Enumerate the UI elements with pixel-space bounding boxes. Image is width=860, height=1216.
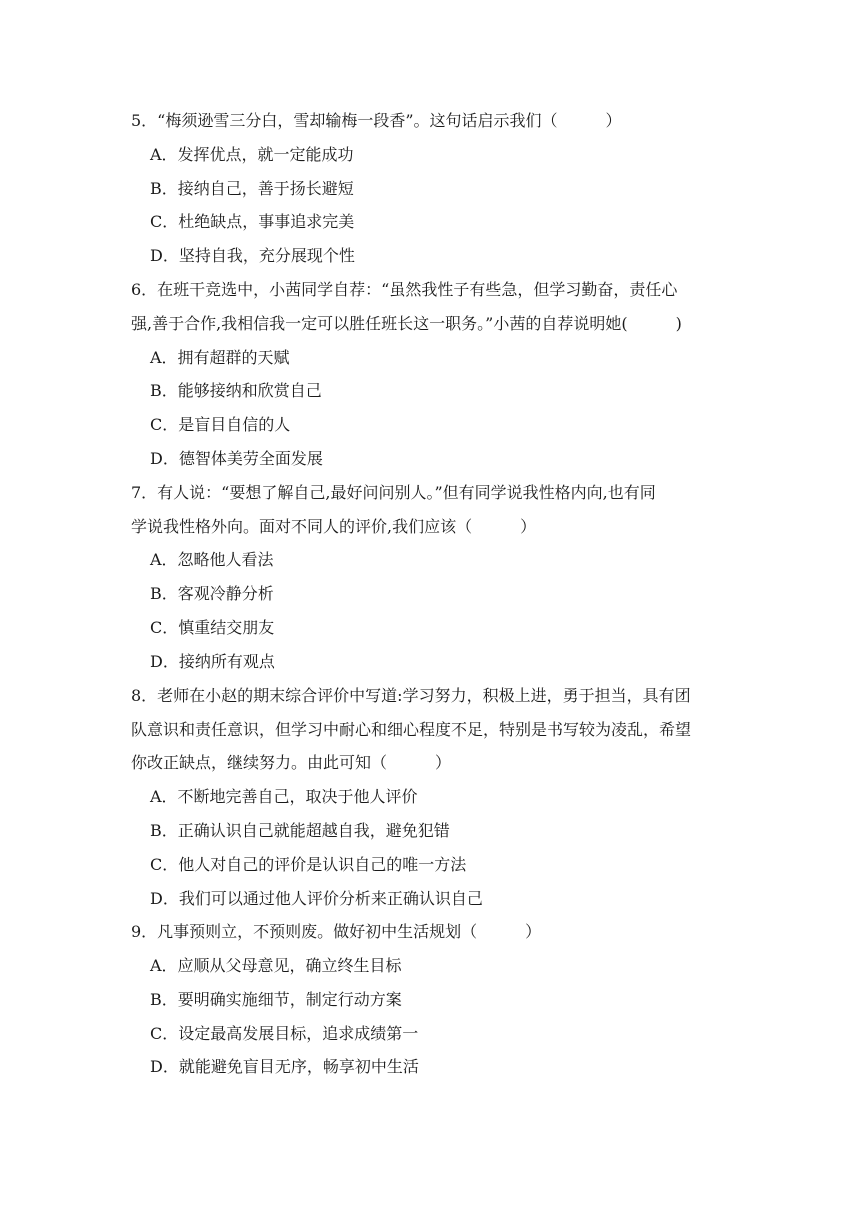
question-5-option-c: C．杜绝缺点，事事追求完美 [150,212,355,231]
question-7-option-c: C．慎重结交朋友 [150,618,275,637]
question-8 [131,679,746,780]
question-7 [131,476,746,543]
question-9-option-b: B．要明确实施细节，制定行动方案 [150,990,402,1009]
question-5-option-d: D．坚持自我，充分展现个性 [150,246,355,265]
question-8-option-c: C．他人对自己的评价是认识自己的唯一方法 [150,855,467,874]
question-5-option-b: B．接纳自己，善于扬长避短 [150,179,354,198]
question-8-stem-line-3: 你改正缺点，继续努力。由此可知（ ） [131,753,452,772]
question-6-option-a: A．拥有超群的天赋 [150,348,290,367]
question-5 [131,104,746,138]
question-5-option-a: A．发挥优点，就一定能成功 [150,145,354,164]
question-6-stem-line-2: 强,善于合作,我相信我一定可以胜任班长这一职务。”小茜的自荐说明她( ) [131,313,682,333]
question-9 [131,915,746,949]
question-9-stem: 9．凡事预则立，不预则废。做好初中生活规划（ ） [131,922,542,941]
question-8-option-a: A．不断地完善自己，取决于他人评价 [150,787,418,806]
question-9-option-c: C．设定最高发展目标，追求成绩第一 [150,1024,419,1043]
question-8-option-d: D．我们可以通过他人评价分析来正确认识自己 [150,889,483,908]
question-5-stem: 5．“梅须逊雪三分白，雪却输梅一段香”。这句话启示我们（ ） [131,111,622,130]
question-6 [131,273,746,340]
question-8-stem-line-2: 队意识和责任意识，但学习中耐心和细心程度不足，特别是书写较为凌乱，希望 [131,719,692,739]
question-6-stem-line-1: 6．在班干竞选中，小茜同学自荐：“虽然我性子有些急，但学习勤奋，责任心 [131,280,678,299]
question-8-stem-line-1: 8．老师在小赵的期末综合评价中写道:学习努力，积极上进，勇于担当，具有团 [131,686,691,705]
question-7-option-b: B．客观冷静分析 [150,584,274,603]
question-9-option-a: A．应顺从父母意见，确立终生目标 [150,956,402,975]
question-6-option-c: C．是盲目自信的人 [150,415,291,434]
question-7-option-d: D．接纳所有观点 [150,652,275,671]
question-9-option-d: D．就能避免盲目无序，畅享初中生活 [150,1057,419,1076]
question-6-option-d: D．德智体美劳全面发展 [150,449,323,468]
question-8-option-b: B．正确认识自己就能超越自我，避免犯错 [150,821,450,840]
question-7-stem-line-1: 7．有人说：“要想了解自己,最好问问别人。”但有同学说我性格内向,也有同 [131,483,656,502]
question-7-option-a: A．忽略他人看法 [150,550,274,569]
question-6-option-b: B．能够接纳和欣赏自己 [150,381,322,400]
question-7-stem-line-2: 学说我性格外向。面对不同人的评价,我们应该（ ） [131,516,537,536]
